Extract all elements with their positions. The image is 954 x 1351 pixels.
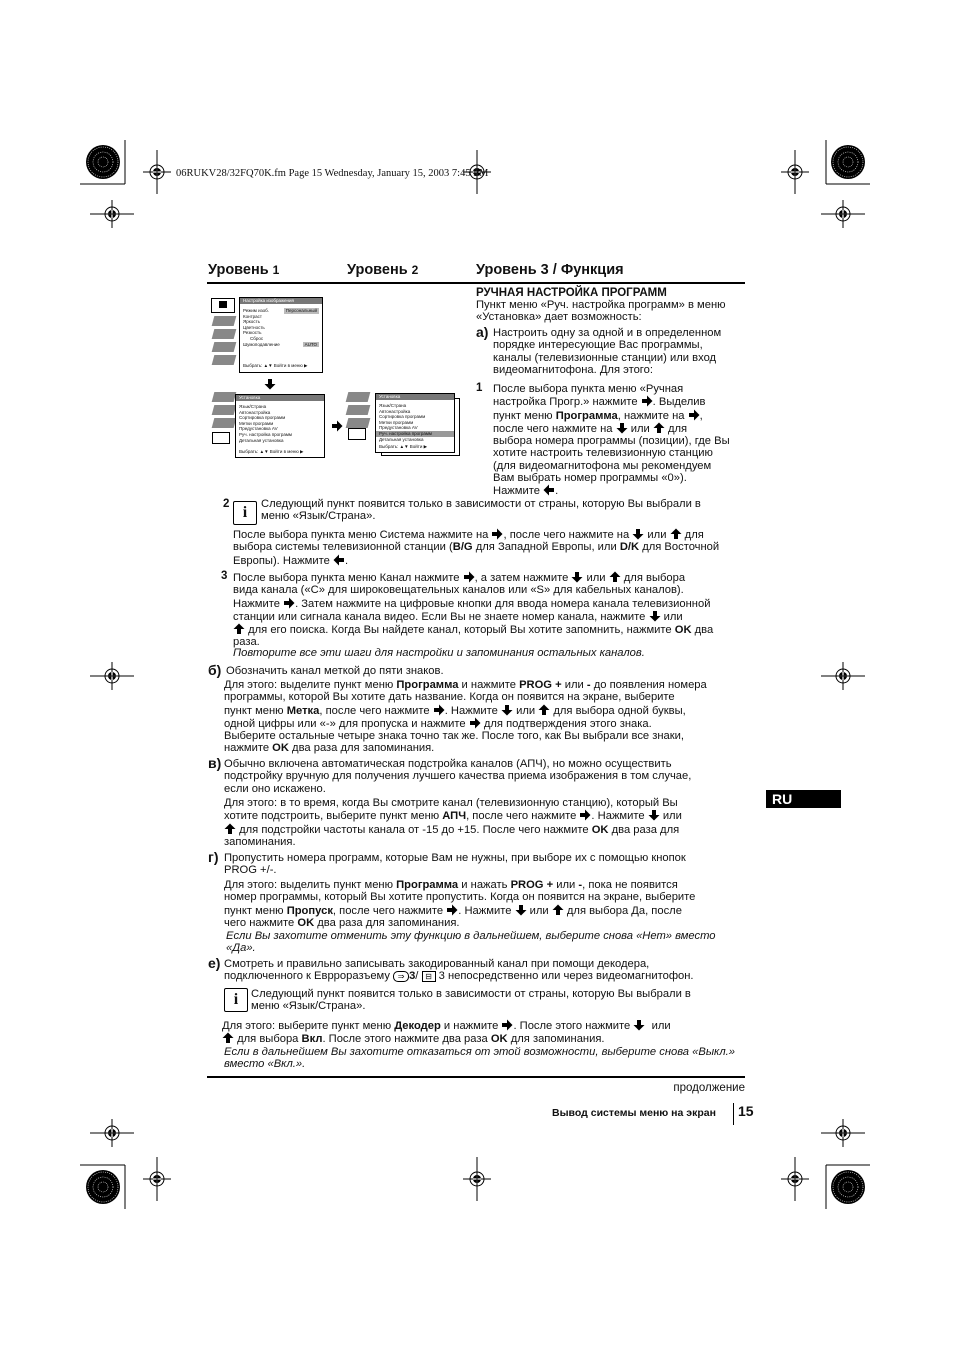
right-arrow-icon [579, 809, 591, 821]
section-title: РУЧНАЯ НАСТРОЙКА ПРОГРАММ [476, 287, 667, 299]
down-arrow-icon [632, 528, 644, 540]
menu-tab-icons [213, 316, 235, 368]
intro-text: Пункт меню «Руч. настройка программ» в меню «Установка» дает возможность: [476, 299, 726, 324]
item-e-detail: Для этого: выберите пункт меню Декодер и нажмите . После этого нажмите или для выбора Вкл. После этого нажмите два раза OK для запоминания. [222, 1020, 671, 1046]
right-arrow-icon [283, 597, 295, 609]
up-arrow-icon [670, 528, 682, 540]
item-g-note: Если Вы захотите отменить эту функцию в дальнейшем, выберите снова «Нет» вместо «Да». [226, 930, 716, 955]
up-arrow-icon [653, 422, 665, 434]
down-arrow-icon [264, 378, 276, 390]
item-e-italic-note: Если в дальнейшем Вы захотите отказаться от этой возможности, выберите снова «Выкл.» вместо «Вкл.». [224, 1046, 735, 1071]
setup-icon [348, 428, 366, 440]
step-1-number: 1 [476, 382, 483, 394]
label-e: е) [208, 955, 221, 971]
footer-title: Вывод системы меню на экран [552, 1107, 716, 1119]
down-arrow-icon [649, 610, 661, 622]
level-3-heading: Уровень 3 / Функция [476, 262, 624, 278]
page-number: 15 [738, 1103, 754, 1119]
item-e-text: Смотреть и правильно записывать закодированный канал при помощи декодера, подключенного к Еврроразъему ⇒ 3/ ⊟ 3 непосредственно или через видеомагнитофон. [224, 958, 694, 983]
down-arrow-icon [501, 704, 513, 716]
up-arrow-icon [538, 704, 550, 716]
down-arrow-icon [633, 1019, 645, 1031]
right-arrow-icon [446, 904, 458, 916]
right-arrow-icon [688, 409, 700, 421]
label-v: в) [208, 755, 222, 771]
scart-1-icon: ⇒ [393, 971, 409, 982]
right-arrow-icon [463, 571, 475, 583]
picture-settings-menu: Настройка изображения Режим изоб. Персональный Контраст Яркость Цветность Резкость Сброс Шумоподавление AUTO Выбрать: ▲▼ Войти в меню ▶ [239, 297, 323, 373]
language-tab: RU [766, 790, 841, 808]
picture-icon [211, 298, 235, 313]
up-arrow-icon [552, 904, 564, 916]
step-2-text: После выбора пункта меню Система нажмите на , после чего нажмите на или для выбора системы телевизионной станции (B/G для Западной Европы, или D/K для Восточной Европы). Нажмите . [233, 529, 720, 567]
right-arrow-icon [331, 420, 343, 432]
info-icon: i [224, 988, 248, 1012]
continued-label: продолжение [673, 1082, 745, 1094]
item-v-detail: Для этого: в то время, когда Вы смотрите канал (телевизионную станцию), который Вы хотите подстроить, выберите пункт меню АПЧ, после чего нажмите . Нажмите или для подстройки частоты канала от -15 до +15. После чего нажмите OK два раза для запоминания. [224, 797, 682, 848]
right-arrow-icon [501, 1019, 513, 1031]
down-arrow-icon [616, 422, 628, 434]
info-icon: i [233, 501, 257, 525]
scart-2-icon: ⊟ [422, 971, 436, 982]
up-arrow-icon [609, 571, 621, 583]
menu-illustration-3 [345, 390, 463, 460]
menu-illustration-1 [207, 294, 325, 376]
label-b: б) [208, 662, 222, 678]
down-arrow-icon [648, 809, 660, 821]
level-1-heading: Уровень 1 [208, 262, 280, 278]
step-2-number: 2 [223, 498, 230, 510]
left-arrow-icon [333, 554, 345, 566]
menu-illustration-2 [207, 390, 325, 460]
setup-icon [212, 432, 230, 444]
left-arrow-icon [543, 484, 555, 496]
level-2-heading: Уровень 2 [347, 262, 419, 278]
menu-tab-icons [347, 392, 369, 431]
item-e-note: Следующий пункт появится только в зависимости от страны, которую Вы выбрали в меню «Язык/Страна». [251, 988, 691, 1013]
item-g-detail: Для этого: выделить пункт меню Программа и нажать PROG + или -, пока не появится номер программы, который Вы хотите пропустить. Когда он появится на экране, выберите пункт меню Пропуск, после чего нажмите . Нажмите или для выбора Да, после чего нажмите OK два раза для запоминания. [224, 879, 696, 929]
right-arrow-icon [433, 704, 445, 716]
item-b-detail: Для этого: выделите пункт меню Программа и нажмите PROG + или - до появления номера программы, которой Вы хотите дать название. Когда он появится на экране, выберите пункт меню Метка, после чего нажмите . Нажмите или для выбора одной буквы, одной цифры или «-» для пропуска и нажмите для подтверждения этого знака. Выберите остальные четыре знака точно так же. После того, как Вы выбрали все знаки, нажмите OK два раза для запоминания. [224, 679, 707, 755]
menu-tab-icons [213, 392, 235, 431]
up-arrow-icon [233, 623, 245, 635]
item-a-text: Настроить одну за одной и в определенном порядке интересующие Вас программы, каналы (телевизионные станции) или вход видеомагнитофона. Для этого: [493, 327, 722, 376]
footer-divider [733, 1103, 734, 1125]
setup-menu: Установка Язык/Страна Автонастройка Сортировка программ Метки программ Предустановка AV Руч. настройка программ Детальная установка Выбрать: ▲▼ Войти в меню ▶ [235, 394, 325, 458]
heading-rule [207, 282, 745, 284]
item-v-text: Обычно включена автоматическая подстройка каналов (АПЧ), но можно осуществить подстройку вручную для получения лучшего качества приема изображения в том случае, если оно искажено. [224, 758, 692, 795]
step-3-text: После выбора пункта меню Канал нажмите , а затем нажмите или для выбора вида канала («C» для широковещательных каналов или «S» для кабельных каналов). Нажмите . Затем нажмите на цифровые кнопки для ввода номера канала телевизионной станции или сигнала канала видео. Если Вы не знаете номер канала, нажмите или для его поиска. Когда Вы найдете канал, который Вы хотите запомнить, нажмите OK два раза. [233, 572, 714, 649]
step-2-note: Следующий пункт появится только в зависимости от страны, которую Вы выбрали в меню «Язык/Страна». [261, 498, 701, 523]
item-b-text: Обозначить канал меткой до пяти знаков. [226, 665, 444, 677]
step-1-text: После выбора пункта меню «Ручная настройка Прогр.» нажмите . Выделив пункт меню Программа, нажмите на , после чего нажмите на или для выбора номера программы (позиции), где Вы хотите настроить телевизионную станцию (для видеомагнитофона мы рекомендуем Вам выбрать номер программы «0»). Нажмите . [493, 383, 730, 498]
up-arrow-icon [222, 1032, 234, 1044]
setup-menu-selected: Установка Язык/Страна Автонастройка Сортировка программ Метки программ Предустановка AV Руч. настройка программ Детальная установка Выбрать: ▲▼ Войти ▶ [375, 393, 455, 453]
item-g-text: Пропустить номера программ, которые Вам не нужны, при выборе их с помощью кнопок PROG +/-. [224, 852, 686, 877]
down-arrow-icon [515, 904, 527, 916]
right-arrow-icon [641, 395, 653, 407]
file-header: 06RUKV28/32FQ70K.fm Page 15 Wednesday, January 15, 2003 7:45 PM [176, 168, 489, 179]
down-arrow-icon [571, 571, 583, 583]
repeat-note: Повторите все эти шаги для настройки и запоминания остальных каналов. [233, 647, 645, 659]
step-3-number: 3 [221, 570, 228, 582]
right-arrow-icon [491, 528, 503, 540]
right-arrow-icon [469, 717, 481, 729]
up-arrow-icon [224, 823, 236, 835]
label-g: г) [208, 849, 219, 865]
bottom-rule [207, 1076, 745, 1078]
label-a: а) [476, 324, 489, 340]
